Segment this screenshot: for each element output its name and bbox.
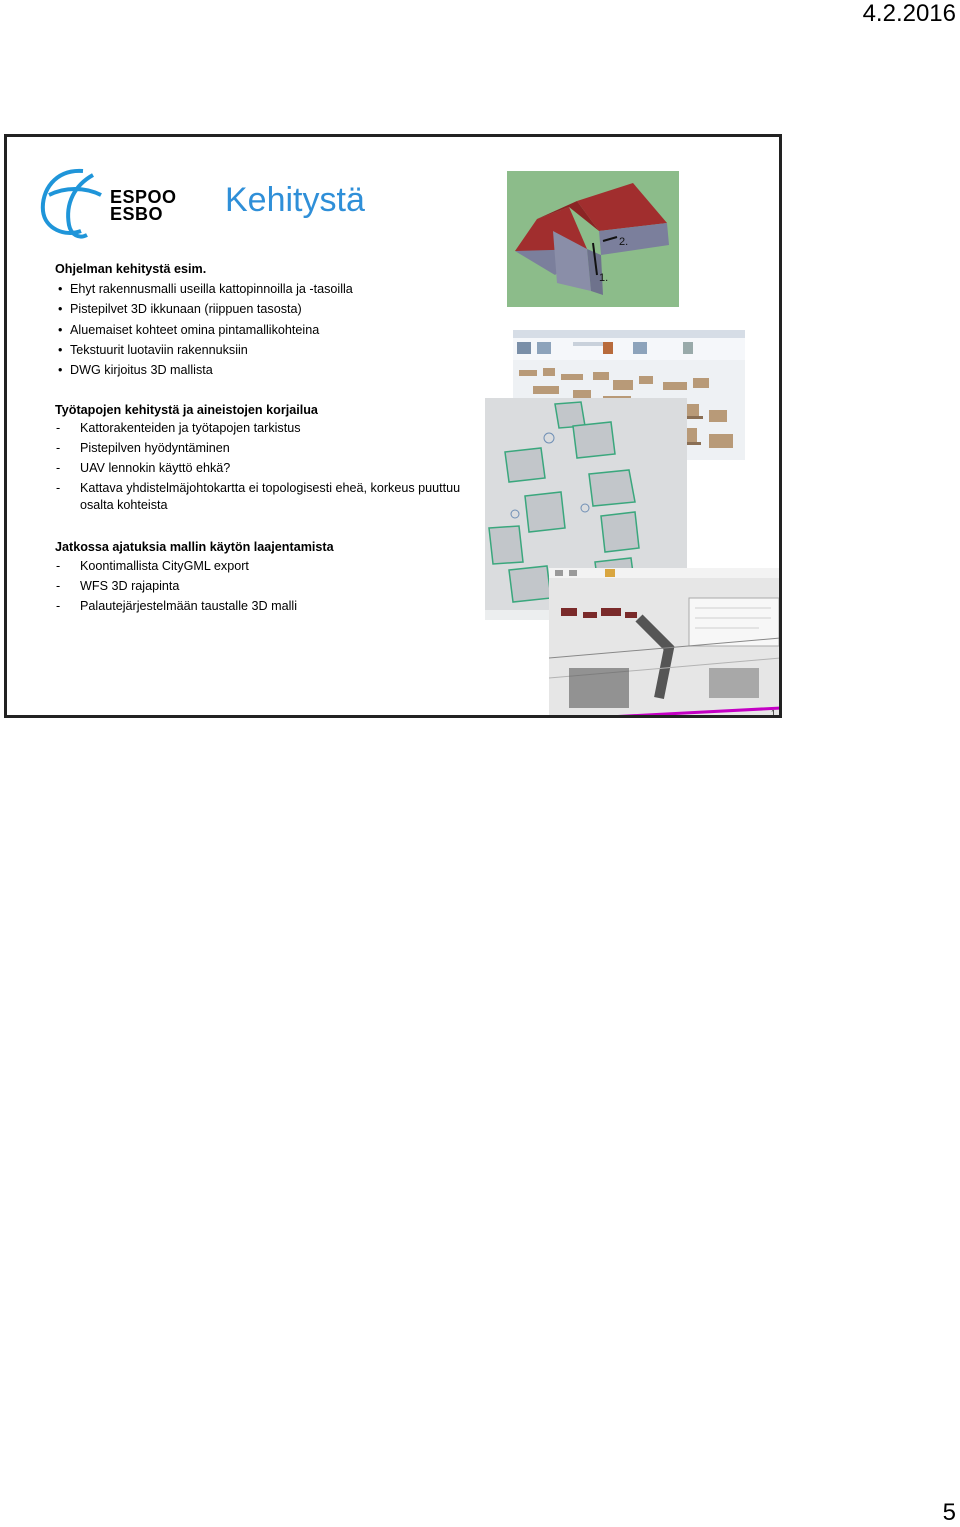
espoo-swirl-icon <box>35 165 110 241</box>
header-date: 4.2.2016 <box>862 0 956 27</box>
list-item: • Aluemaiset kohteet omina pintamallikohteina <box>55 320 485 340</box>
section-heading-program: Ohjelman kehitystä esim. <box>55 262 207 276</box>
list-item: • Tekstuurit luotaviin rakennuksiin <box>55 340 485 360</box>
list-item: - Pistepilven hyödyntäminen <box>55 440 485 457</box>
list-item: - Koontimallista CityGML export <box>55 558 485 575</box>
slide-title: Kehitystä <box>225 181 365 219</box>
logo-text <box>110 189 177 223</box>
logo-line-espoo: ESPOO <box>110 187 177 207</box>
section-heading-workflow: Työtapojen kehitystä ja aineistojen korjailua <box>55 403 318 418</box>
slide-body <box>55 259 485 618</box>
list-item: • Ehyt rakennusmalli useilla kattopinnoilla ja -tasoilla <box>55 279 485 299</box>
list-item: - WFS 3D rajapinta <box>55 578 485 595</box>
list-item: • Pistepilvet 3D ikkunaan (riippuen tasosta) <box>55 299 485 319</box>
section-heading-future: Jatkossa ajatuksia mallin käytön laajentamista <box>55 540 334 555</box>
network-3d-screenshot <box>549 568 781 718</box>
future-dash-list <box>55 558 485 615</box>
building-roof-screenshot <box>507 171 679 307</box>
roof-annotation-2: 2. <box>619 236 629 248</box>
list-item: - Kattorakenteiden ja työtapojen tarkistus <box>55 420 485 437</box>
list-item: - UAV lennokin käyttö ehkä? <box>55 460 485 477</box>
roof-annotation-1: 1. <box>599 272 609 284</box>
list-item: - Kattava yhdistelmäjohtokartta ei topologisesti eheä, korkeus puuttuu osalta kohteista <box>55 480 485 514</box>
slide-small-number: 1 <box>771 709 776 718</box>
espoo-esbo-logo <box>35 165 185 241</box>
program-bullet-list <box>55 279 485 380</box>
list-item: • DWG kirjoitus 3D mallista <box>55 360 485 380</box>
logo-line-esbo: ESBO <box>110 204 164 224</box>
page-number: 5 <box>942 1499 956 1526</box>
workflow-dash-list <box>55 420 485 514</box>
slide-frame <box>4 134 782 718</box>
list-item: - Palautejärjestelmään taustalle 3D malli <box>55 598 485 615</box>
